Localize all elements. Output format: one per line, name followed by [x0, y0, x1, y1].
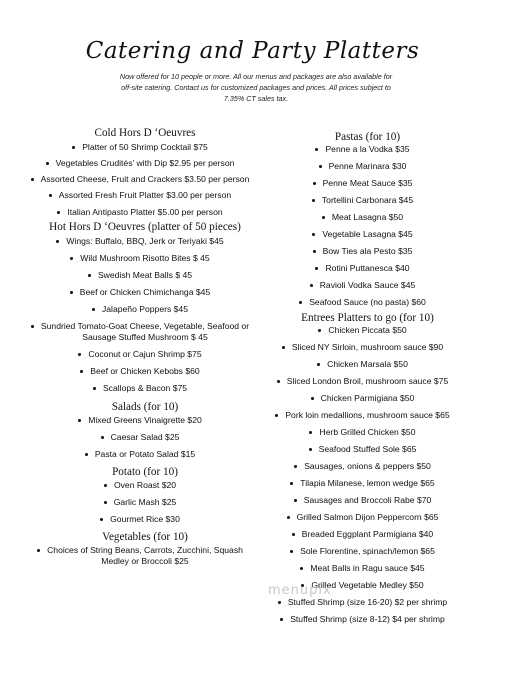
vegetable-items: [40, 545, 250, 567]
menu-item: Wings: Buffalo, BBQ, Jerk or Teriyaki $45: [40, 236, 250, 247]
menu-item: Seafood Sauce (no pasta) $60: [265, 297, 470, 308]
bullet-icon: [300, 567, 303, 570]
menu-item: Grilled Salmon Dijon Peppercorn $65: [265, 512, 470, 523]
pasta-items: [265, 144, 470, 308]
menu-item: Grilled Vegetable Medley $50: [265, 580, 470, 591]
bullet-icon: [322, 216, 325, 219]
bullet-icon: [78, 353, 81, 356]
menu-item: Sundried Tomato-Goat Cheese, Vegetable, Seafood or Sausage Stuffed Mushroom $ 45: [40, 321, 250, 343]
bullet-icon: [312, 199, 315, 202]
bullet-icon: [313, 250, 316, 253]
bullet-icon: [49, 194, 52, 197]
bullet-icon: [31, 325, 34, 328]
entree-items: [265, 325, 470, 625]
bullet-icon: [312, 233, 315, 236]
menu-item: Sausages and Broccoli Rabe $70: [265, 495, 470, 506]
menu-item: Platter of 50 Shrimp Cocktail $75: [40, 142, 250, 153]
intro-text: Now offered for 10 people or more. All our menus and packages are also available for off-site catering. Contact us for customized packages and prices. All prices subject to 7.35% CT sales tax.: [119, 72, 393, 103]
bullet-icon: [282, 346, 285, 349]
bullet-icon: [92, 308, 95, 311]
bullet-icon: [299, 301, 302, 304]
menu-item: Bow Ties ala Pesto $35: [265, 246, 470, 257]
bullet-icon: [319, 165, 322, 168]
bullet-icon: [315, 148, 318, 151]
menu-item: Beef or Chicken Kebobs $60: [40, 366, 250, 377]
bullet-icon: [294, 465, 297, 468]
menu-item: Tilapia Milanese, lemon wedge $65: [265, 478, 470, 489]
bullet-icon: [280, 618, 283, 621]
bullet-icon: [57, 211, 60, 214]
section-title: Entrees Platters to go (for 10): [301, 312, 434, 324]
menu-item: Caesar Salad $25: [40, 432, 250, 443]
bullet-icon: [72, 146, 75, 149]
cold-items: [40, 142, 250, 218]
bullet-icon: [275, 414, 278, 417]
page-title: Catering and Party Platters: [85, 38, 420, 64]
bullet-icon: [311, 397, 314, 400]
bullet-icon: [290, 482, 293, 485]
menu-item: Gourmet Rice $30: [40, 514, 250, 525]
salads-section: [40, 400, 250, 460]
menu-item: Seafood Stuffed Sole $65: [265, 444, 470, 455]
menu-item: Breaded Eggplant Parmigiana $40: [265, 529, 470, 540]
entrees-section: [265, 311, 470, 625]
menu-item: Pork loin medallions, mushroom sauce $65: [265, 410, 470, 421]
section-title: Potato (for 10): [112, 466, 178, 478]
bullet-icon: [70, 257, 73, 260]
menu-item: Vegetables Crudités’ with Dip $2.95 per person: [40, 158, 250, 169]
bullet-icon: [315, 267, 318, 270]
section-title: Vegetables (for 10): [102, 531, 188, 543]
bullet-icon: [85, 453, 88, 456]
bullet-icon: [104, 484, 107, 487]
menu-item: Oven Roast $20: [40, 480, 250, 491]
cold-hors-doeuvres-section: [40, 126, 250, 218]
menu-item: Assorted Fresh Fruit Platter $3.00 per person: [40, 190, 250, 201]
bullet-icon: [310, 284, 313, 287]
bullet-icon: [318, 329, 321, 332]
bullet-icon: [100, 518, 103, 521]
menu-item: Wild Mushroom Risotto Bites $ 45: [40, 253, 250, 264]
vegetables-section: [40, 530, 250, 567]
menu-item: Chicken Marsala $50: [265, 359, 470, 370]
hot-items: [40, 236, 250, 394]
right-column: [265, 130, 470, 625]
salad-items: [40, 415, 250, 460]
bullet-icon: [93, 387, 96, 390]
menu-item: Meat Balls in Ragu sauce $45: [265, 563, 470, 574]
bullet-icon: [70, 291, 73, 294]
menu-item: Jalapeño Poppers $45: [40, 304, 250, 315]
menu-item: Pasta or Potato Salad $15: [40, 449, 250, 460]
menu-item: Sole Florentine, spinach/lemon $65: [265, 546, 470, 557]
menu-item: Chicken Parmigiana $50: [265, 393, 470, 404]
menu-item: Tortellini Carbonara $45: [265, 195, 470, 206]
menu-item: Vegetable Lasagna $45: [265, 229, 470, 240]
menu-item: Meat Lasagna $50: [265, 212, 470, 223]
menu-item: Herb Grilled Chicken $50: [265, 427, 470, 438]
bullet-icon: [290, 550, 293, 553]
bullet-icon: [88, 274, 91, 277]
bullet-icon: [80, 370, 83, 373]
bullet-icon: [294, 499, 297, 502]
bullet-icon: [37, 549, 40, 552]
menu-item: Ravioli Vodka Sauce $45: [265, 280, 470, 291]
section-title: Pastas (for 10): [334, 131, 401, 143]
menu-item: Rotini Puttanesca $40: [265, 263, 470, 274]
pastas-section: [265, 130, 470, 308]
menu-item: Stuffed Shrimp (size 16-20) $2 per shrimp: [265, 597, 470, 608]
bullet-icon: [287, 516, 290, 519]
section-title: Hot Hors D ‘Oeuvres (platter of 50 pieces): [49, 221, 241, 233]
watermark-logo: menupix: [268, 583, 332, 598]
bullet-icon: [101, 436, 104, 439]
section-title: Salads (for 10): [111, 401, 179, 413]
menu-item: Choices of String Beans, Carrots, Zucchini, Squash Medley or Broccoli $25: [40, 545, 250, 567]
bullet-icon: [278, 601, 281, 604]
menu-item: Italian Antipasto Platter $5.00 per person: [40, 207, 250, 218]
menu-item: Penne Marinara $30: [265, 161, 470, 172]
bullet-icon: [78, 419, 81, 422]
menu-item: Assorted Cheese, Fruit and Crackers $3.50 per person: [40, 174, 250, 185]
potato-items: [40, 480, 250, 525]
menu-item: Penne a la Vodka $35: [265, 144, 470, 155]
menu-item: Coconut or Cajun Shrimp $75: [40, 349, 250, 360]
potato-section: [40, 465, 250, 525]
bullet-icon: [104, 501, 107, 504]
bullet-icon: [31, 178, 34, 181]
section-title: Cold Hors D ‘Oeuvres: [94, 127, 196, 139]
bullet-icon: [317, 363, 320, 366]
menu-item: Beef or Chicken Chimichanga $45: [40, 287, 250, 298]
menu-item: Stuffed Shrimp (size 8-12) $4 per shrimp: [265, 614, 470, 625]
menu-item: Garlic Mash $25: [40, 497, 250, 508]
menu-item: Sausages, onions & peppers $50: [265, 461, 470, 472]
bullet-icon: [292, 533, 295, 536]
bullet-icon: [309, 431, 312, 434]
hot-hors-doeuvres-section: [40, 220, 250, 394]
bullet-icon: [309, 448, 312, 451]
menu-item: Scallops & Bacon $75: [40, 383, 250, 394]
bullet-icon: [277, 380, 280, 383]
bullet-icon: [313, 182, 316, 185]
menu-item: Swedish Meat Balls $ 45: [40, 270, 250, 281]
menu-item: Mixed Greens Vinaigrette $20: [40, 415, 250, 426]
menu-item: Sliced London Broil, mushroom sauce $75: [265, 376, 470, 387]
left-column: [40, 126, 250, 567]
bullet-icon: [46, 162, 49, 165]
menu-item: Sliced NY Sirloin, mushroom sauce $90: [265, 342, 470, 353]
menu-item: Chicken Piccata $50: [265, 325, 470, 336]
bullet-icon: [56, 240, 59, 243]
menu-item: Penne Meat Sauce $35: [265, 178, 470, 189]
